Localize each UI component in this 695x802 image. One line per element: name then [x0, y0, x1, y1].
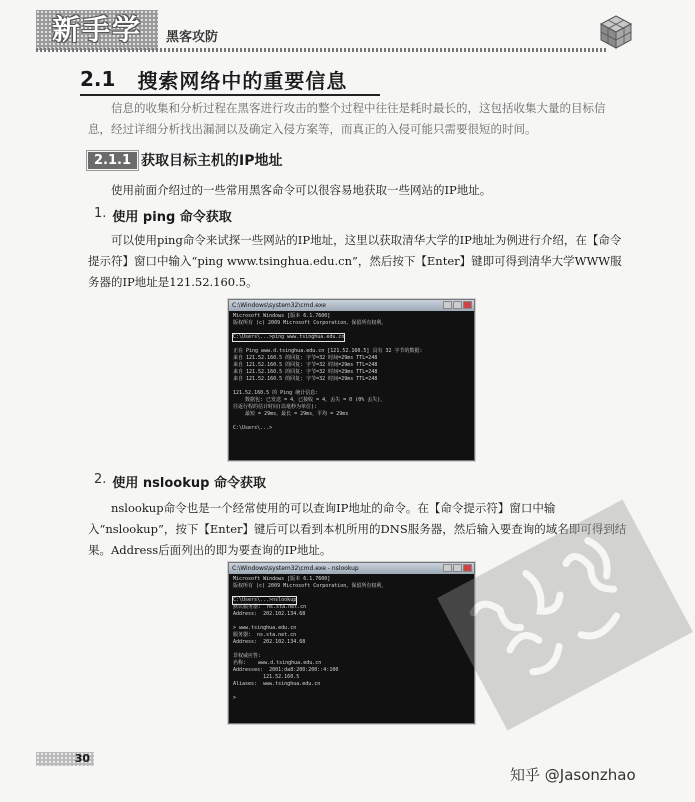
terminal-line: 版权所有 (c) 2009 Microsoft Corporation。保留所有权利。 [233, 583, 387, 589]
subsection-number: 1. [94, 206, 107, 221]
terminal-line: C:\Users\...>nslookup [233, 597, 297, 603]
window-titlebar [229, 300, 474, 311]
terminal-line: 来自 121.52.160.5 的回复: 字节=32 时间=29ms TTL=248 [233, 355, 378, 361]
terminal-line: Microsoft Windows [版本 6.1.7600] [233, 313, 331, 319]
window-title: C:\Windows\system32\cmd.exe - nslookup [232, 565, 359, 572]
terminal-line: 121.52.160.5 [233, 674, 300, 680]
header-rule [36, 48, 606, 52]
paragraph-2: 可以使用ping命令来试探一些网站的IP地址，这里以获取清华大学的IP地址为例进行介绍，在【命令提示符】窗口中输入“ping www.tsinghua.edu.cn”，然后按下【Enter】键即可得到清华大学WWW服务器的IP地址是121.52.160.5。 [88, 233, 622, 289]
subsection-title: 使用 nslookup 命令获取 [112, 476, 266, 491]
section-number-badge: 2.1.1 [88, 152, 137, 169]
subsection-nslookup-heading [94, 472, 266, 491]
terminal-line: 默认服务器: ns.sta.net.cn [233, 604, 307, 610]
terminal-line: 非权威应答: [233, 653, 262, 659]
terminal-line: Address: 202.102.134.68 [233, 611, 306, 617]
terminal-line: Addresses: 2001:da8:200:200::4:100 [233, 667, 339, 673]
chapter-title: 搜索网络中的重要信息 [137, 68, 348, 93]
intro-paragraph: 信息的收集和分析过程在黑客进行攻击的整个过程中往往是耗时最长的，这包括收集大量的目标信息，经过详细分析找出漏洞以及确定入侵方案等，而真正的入侵可能只需要很短的时间。 [88, 101, 606, 136]
window-controls [443, 301, 472, 309]
terminal-line: 往返行程的估计时间(以毫秒为单位): [233, 404, 318, 410]
terminal-line: Microsoft Windows [版本 6.1.7600] [233, 576, 331, 582]
series-logo: 新手学 [36, 10, 158, 50]
chapter-number: 2.1 [80, 67, 116, 91]
terminal-line: 来自 121.52.160.5 的回复: 字节=32 时间=29ms TTL=248 [233, 369, 378, 375]
terminal-line [233, 341, 470, 348]
page-number: 30 [36, 752, 94, 766]
section-heading [88, 150, 283, 170]
terminal-line: 来自 121.52.160.5 的回复: 字节=32 时间=29ms TTL=248 [233, 376, 378, 382]
terminal-line: 服务器: ns.sta.net.cn [233, 632, 297, 638]
terminal-line: 最短 = 29ms，最长 = 29ms，平均 = 29ms [233, 411, 349, 417]
terminal-line: Aliases: www.tsinghua.edu.cn [233, 681, 321, 687]
chapter-heading [80, 64, 380, 96]
cube-logo-icon [598, 14, 634, 50]
terminal-line: 版权所有 (c) 2009 Microsoft Corporation。保留所有权利。 [233, 320, 387, 326]
subsection-title: 使用 ping 命令获取 [112, 210, 232, 225]
terminal-line: 数据包: 已发送 = 4，已接收 = 4，丢失 = 0 (0% 丢失)， [233, 397, 386, 403]
terminal-line: C:\Users\...>ping www.tsinghua.edu.cn [233, 334, 345, 340]
subsection-ping-heading [94, 206, 232, 225]
terminal-line [233, 688, 470, 695]
paragraph-1: 使用前面介绍过的一些常用黑客命令可以很容易地获取一些网站的IP地址。 [111, 183, 492, 197]
paragraph-3: nslookup命令也是一个经常使用的可以查询IP地址的命令。在【命令提示符】窗口中输入“nslookup”，按下【Enter】键后可以看到本机所用的DNS服务器，然后输入要查询的域名即可得到结果。Address后面列出的即为要查询的IP地址。 [88, 501, 627, 557]
terminal-line: 正在 Ping www.d.tsinghua.edu.cn [121.52.160.5] 具有 32 字节的数据: [233, 348, 423, 354]
ping-cmd-window-screenshot [228, 299, 475, 461]
terminal-line [233, 418, 470, 425]
terminal-line: C:\Users\...> [233, 425, 273, 431]
subsection-number: 2. [94, 472, 107, 487]
terminal-line: 名称: www.d.tsinghua.edu.cn [233, 660, 322, 666]
terminal-line: > www.tsinghua.edu.cn [233, 625, 297, 631]
window-title: C:\Windows\system32\cmd.exe [232, 302, 326, 309]
terminal-line: > [233, 695, 237, 701]
terminal-line: Address: 202.102.134.68 [233, 639, 306, 645]
header-section-title: 黑客攻防 [166, 30, 219, 45]
zhihu-credit-watermark: 知乎 @Jasonzhao [510, 766, 636, 784]
terminal-line [233, 327, 470, 334]
section-title: 获取目标主机的IP地址 [141, 153, 283, 169]
terminal-output [229, 311, 474, 434]
terminal-line: 来自 121.52.160.5 的回复: 字节=32 时间=29ms TTL=248 [233, 362, 378, 368]
terminal-line [233, 383, 470, 390]
terminal-line [233, 646, 470, 653]
terminal-line: 121.52.160.5 的 Ping 统计信息: [233, 390, 319, 396]
